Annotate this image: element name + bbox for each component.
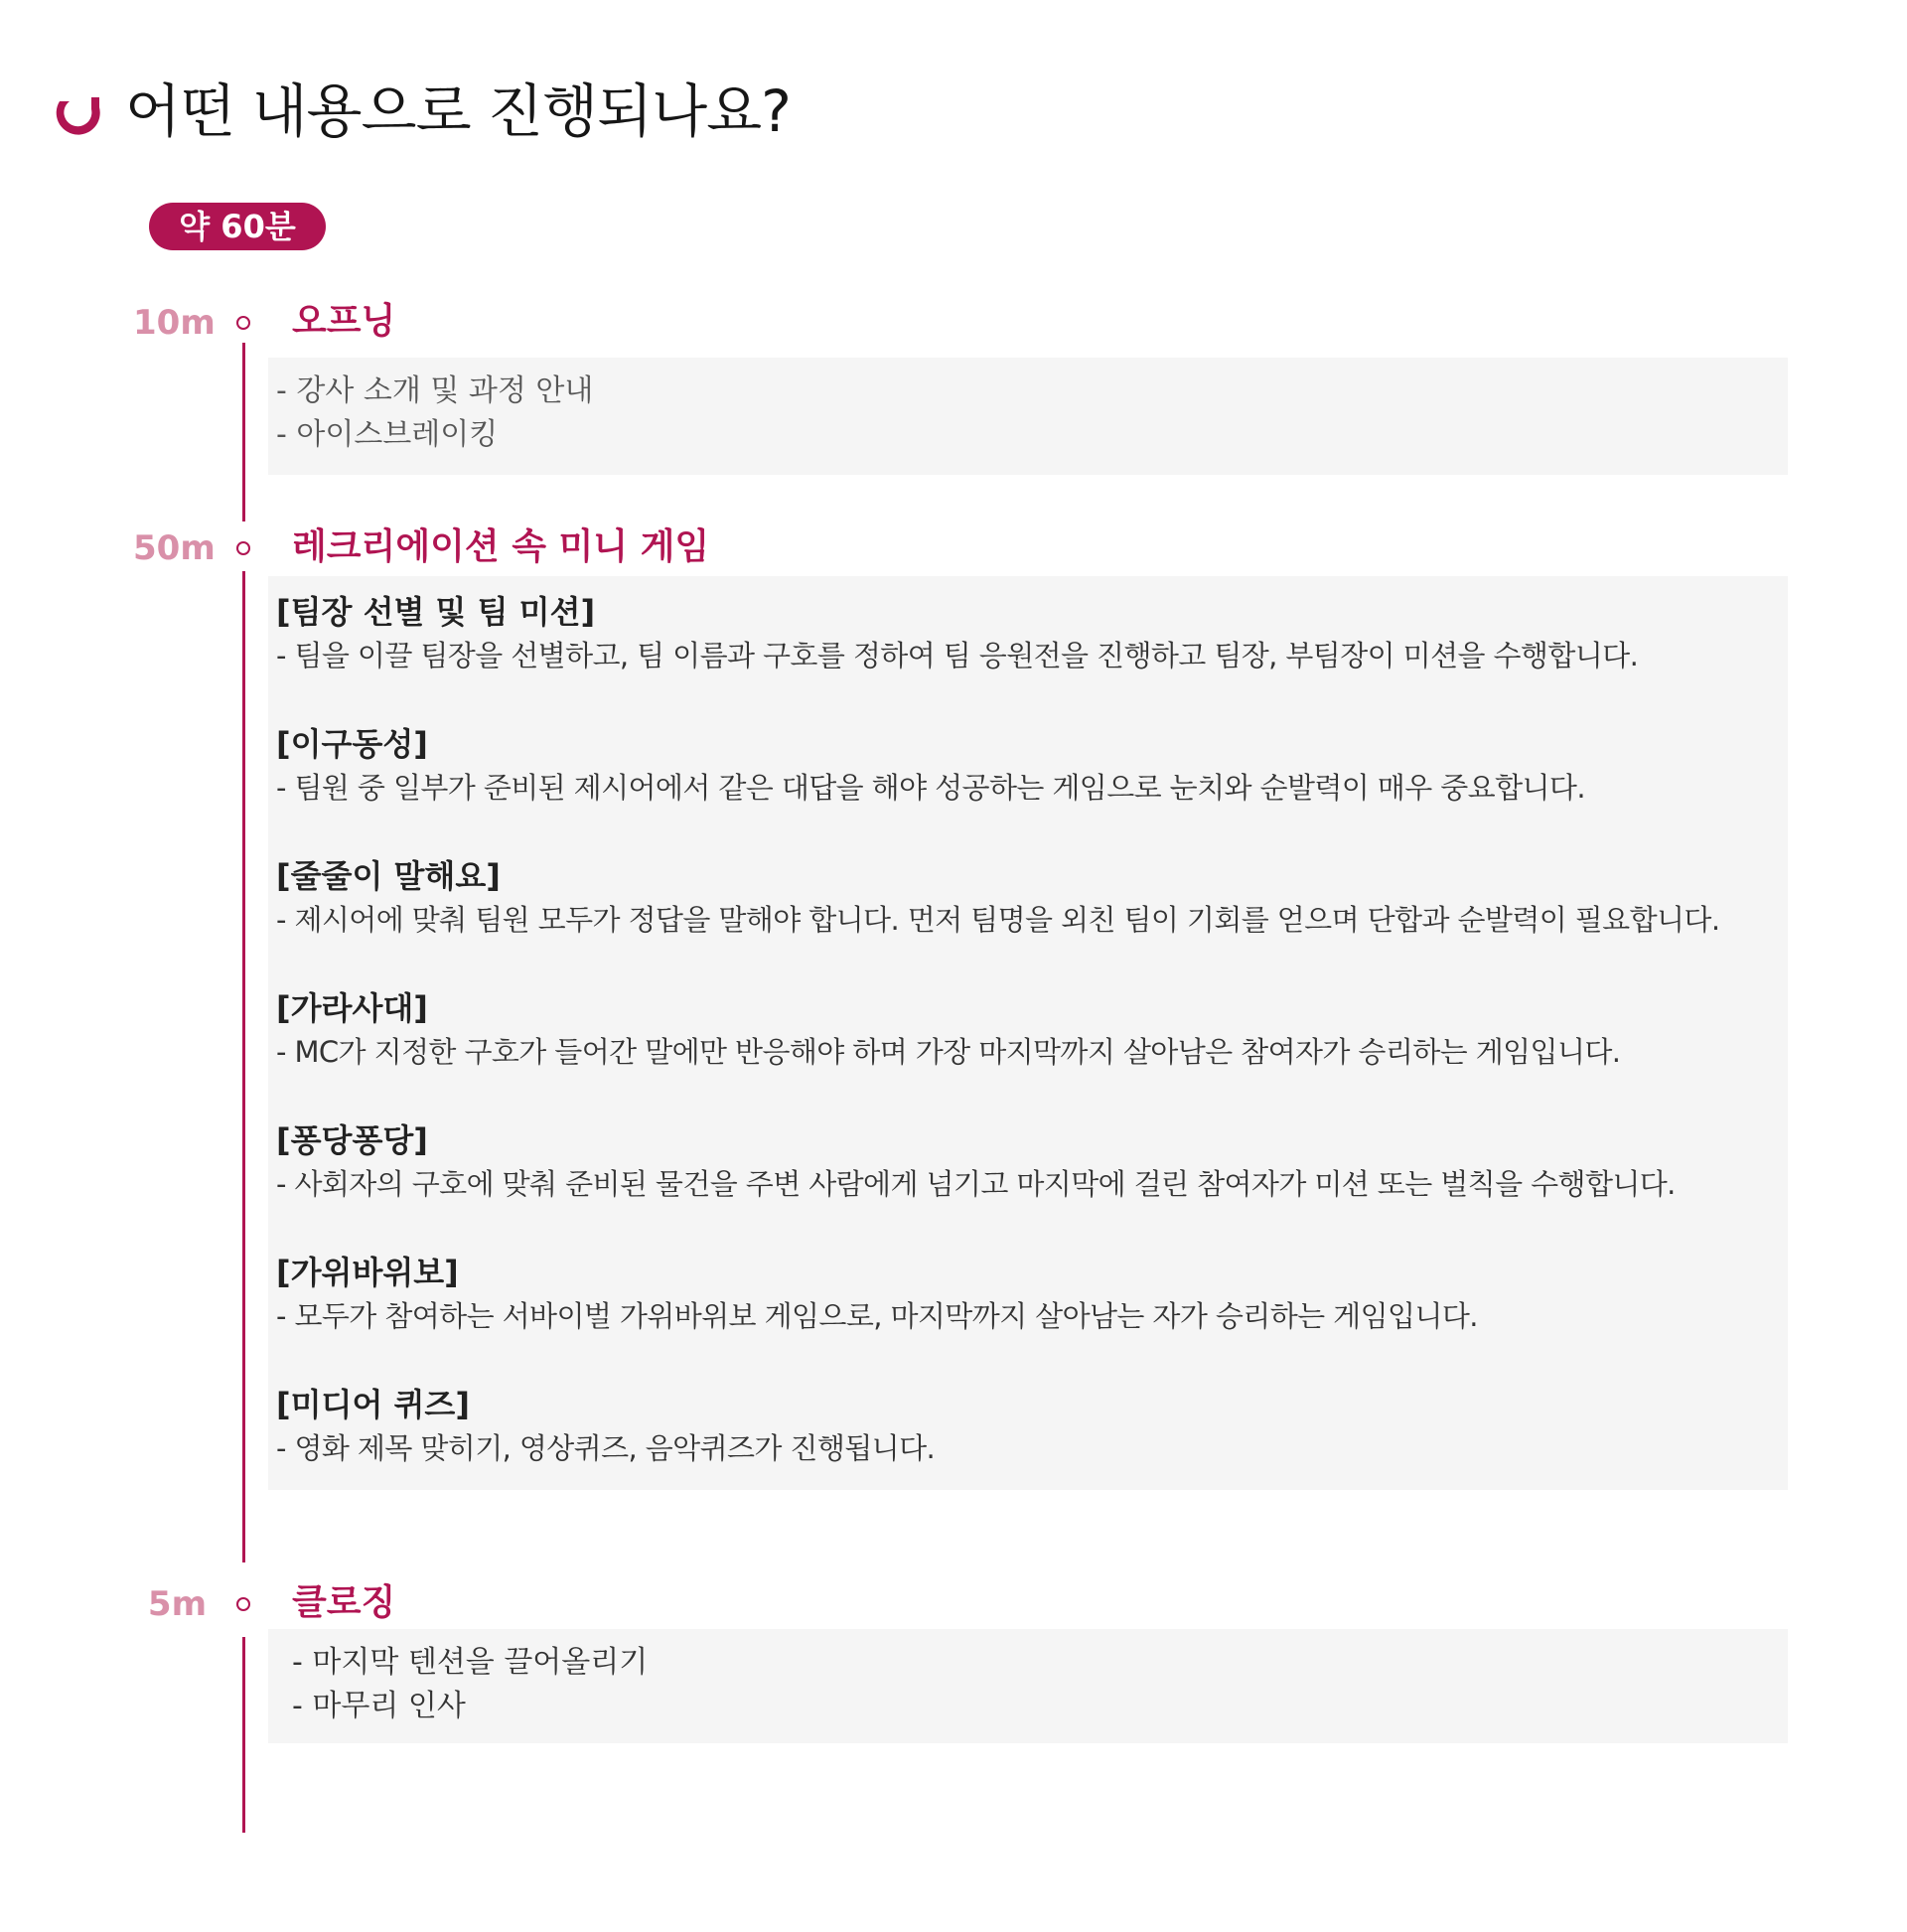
closing-content-box [268, 1629, 1788, 1743]
brand-logo-icon [52, 87, 107, 143]
timeline-dot-opening [236, 316, 250, 330]
section-title-opening: 오프닝 [292, 301, 396, 342]
game-item [276, 854, 1788, 986]
game-item [276, 590, 1788, 722]
game-item [276, 1251, 1788, 1383]
duration-badge: 약 60분 [149, 203, 326, 250]
game-description: - 모두가 참여하는 서바이벌 가위바위보 게임으로, 마지막까지 살아남는 자가 승리하는 게임입니다. [276, 1299, 1478, 1333]
opening-content-box [268, 358, 1788, 475]
game-item [276, 722, 1788, 854]
timeline-dot-closing [236, 1597, 250, 1611]
section-title-closing: 클로징 [292, 1582, 396, 1623]
page-title: 어떤 내용으로 진행되나요? [125, 77, 791, 145]
list-item: - 강사 소개 및 과정 안내 [276, 373, 594, 408]
game-name: [줄줄이 말해요] [276, 857, 501, 895]
game-name: [팀장 선별 및 팀 미션] [276, 593, 596, 631]
section-title-games: 레크리에이션 속 미니 게임 [292, 526, 710, 567]
game-description: - 팀원 중 일부가 준비된 제시어에서 같은 대답을 해야 성공하는 게임으로 눈치와 순발력이 매우 중요합니다. [276, 771, 1585, 805]
game-name: [퐁당퐁당] [276, 1121, 428, 1159]
game-description: - 제시어에 맞춰 팀원 모두가 정답을 말해야 합니다. 먼저 팀명을 외친 팀이 기회를 얻으며 단합과 순발력이 필요합니다. [276, 903, 1720, 937]
game-name: [이구동성] [276, 725, 428, 763]
timeline-line-opening [242, 343, 245, 521]
game-item [276, 986, 1788, 1118]
game-description: - MC가 지정한 구호가 들어간 말에만 반응해야 하며 가장 마지막까지 살아남은 참여자가 승리하는 게임입니다. [276, 1035, 1621, 1069]
game-name: [가위바위보] [276, 1254, 459, 1291]
game-description: - 영화 제목 맞히기, 영상퀴즈, 음악퀴즈가 진행됩니다. [276, 1431, 936, 1465]
list-item: - 마지막 텐션을 끌어올리기 [292, 1645, 649, 1680]
list-item: - 마무리 인사 [292, 1689, 466, 1723]
games-content-box [268, 576, 1788, 1490]
game-name: [미디어 퀴즈] [276, 1386, 470, 1423]
time-label-games: 50m [133, 528, 216, 568]
game-item [276, 1383, 1788, 1515]
time-label-opening: 10m [133, 303, 216, 343]
timeline-dot-games [236, 541, 250, 555]
game-name: [가라사대] [276, 989, 428, 1027]
game-item [276, 1118, 1788, 1251]
timeline-line-games [242, 571, 245, 1562]
time-label-closing: 5m [147, 1584, 207, 1624]
timeline-line-closing [242, 1637, 245, 1833]
game-description: - 팀을 이끌 팀장을 선별하고, 팀 이름과 구호를 정하여 팀 응원전을 진행하고 팀장, 부팀장이 미션을 수행합니다. [276, 639, 1639, 672]
list-item: - 아이스브레이킹 [276, 417, 499, 452]
game-description: - 사회자의 구호에 맞춰 준비된 물건을 주변 사람에게 넘기고 마지막에 걸린 참여자가 미션 또는 벌칙을 수행합니다. [276, 1167, 1676, 1201]
